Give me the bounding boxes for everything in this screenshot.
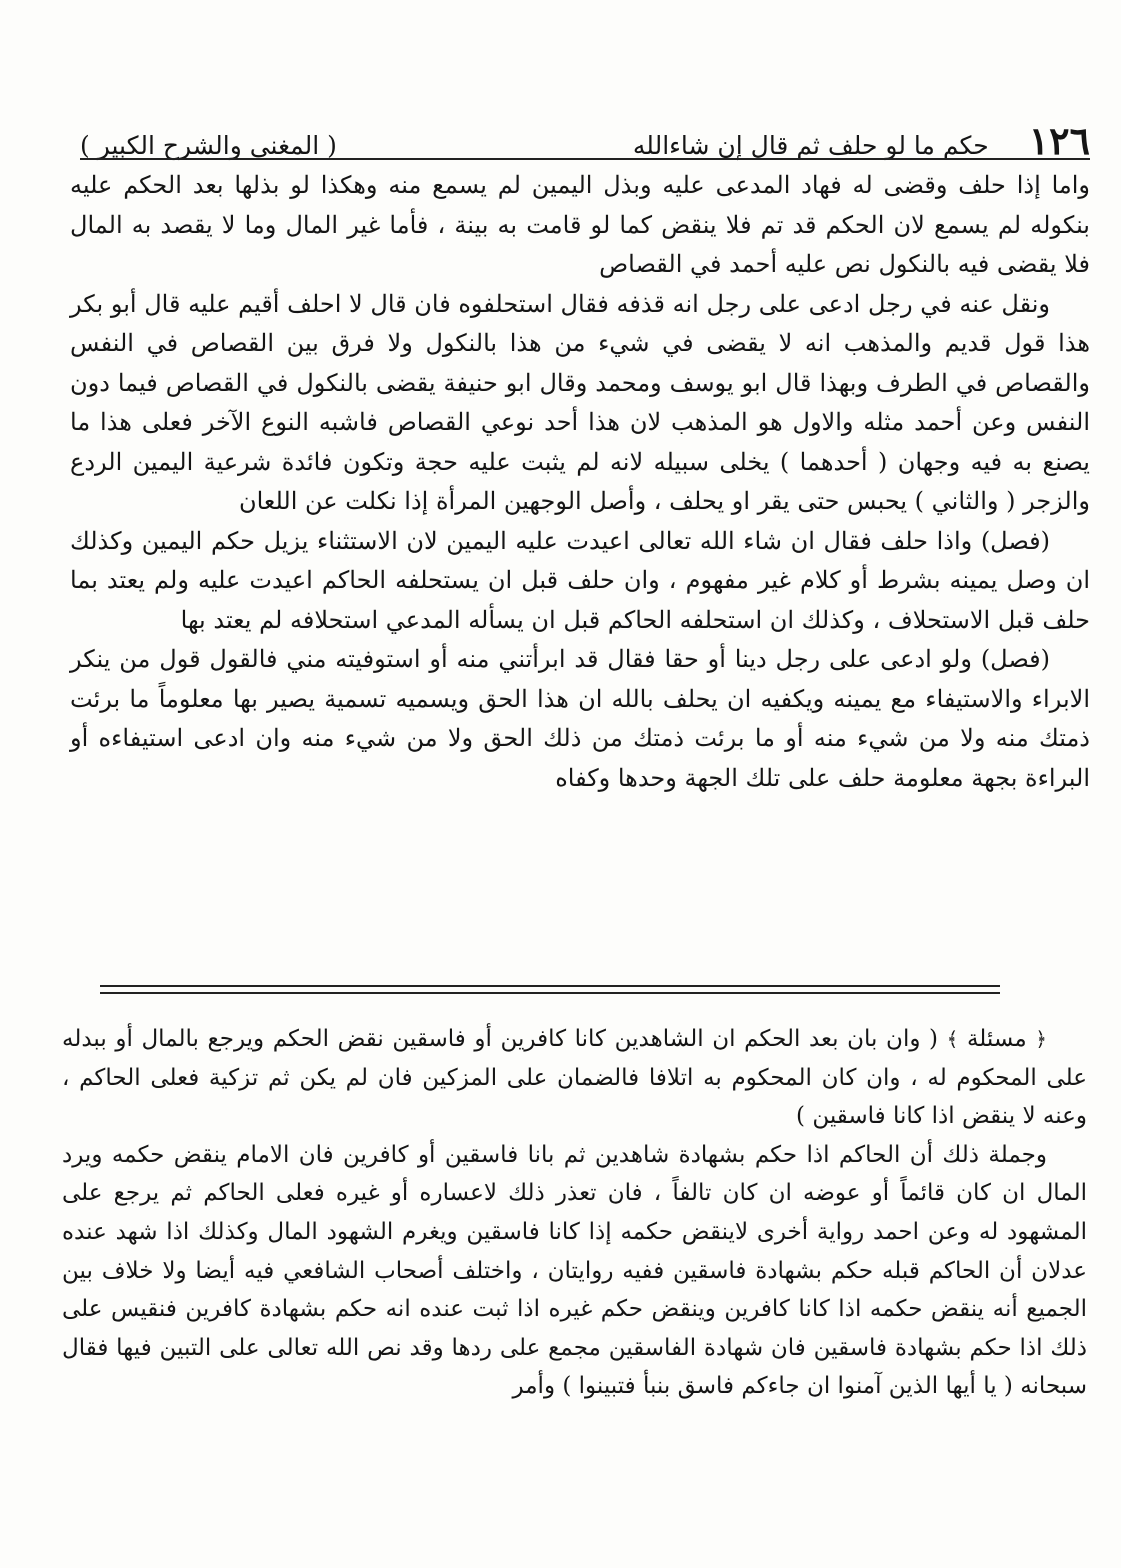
commentary-section	[62, 1020, 1087, 1406]
section-separator	[100, 985, 1000, 994]
paragraph-2: ونقل عنه في رجل ادعى على رجل انه قذفه فقال استحلفوه فان قال لا احلف أقيم عليه قال أبو بكر هذا قول قديم والمذهب انه لا يقضى في شيء من هذا بالنكول ولا فرق بين القصاص في النفس والقصاص في الطرف وبهذا قال ابو يوسف ومحمد وقال ابو حنيفة يقضى بالنكول في القصاص فيما دون النفس وعن أحمد مثله والاول هو المذهب لان هذا أحد نوعي القصاص فاشبه النوع الآخر فعلى هذا ما يصنع به فيه وجهان ( أحدهما ) يخلى سبيله لانه لم يثبت عليه حجة وتكون فائدة شرعية اليمين الردع والزجر ( والثاني ) يحبس حتى يقر او يحلف ، وأصل الوجهين المرأة إذا نكلت عن اللعان	[70, 289, 1090, 515]
ornament-close: ﴾	[946, 1027, 959, 1051]
page-header	[80, 110, 1090, 163]
masala-text: ( وان بان بعد الحكم ان الشاهدين كانا كافرين أو فاسقين نقض الحكم ويرجع بالمال أو ببدله على المحكوم له ، وان كان المحكوم به اتلافا فالضمان على المزكين فان لم يكن ثم تزكية فعلى الحاكم ، وعنه لا ينقض اذا كانا فاسقين )	[62, 1026, 1087, 1130]
header-rule	[80, 158, 1090, 160]
paragraph-1: واما إذا حلف وقضى له فهاد المدعى عليه وبذل اليمين لم يسمع منه وهكذا لو بذلها بعد الحكم عليه بنكوله لم يسمع لان الحكم قد تم فلا ينقض كما لو قامت به بينة ، فأما غير المال وما لا يقصد به المال فلا يقضى فيه بالنكول نص عليه أحمد في القصاص	[70, 171, 1090, 278]
paragraph-fasl-1: (فصل) واذا حلف فقال ان شاء الله تعالى اعيدت عليه اليمين لان الاستثناء يزيل حكم اليمين وكذلك ان وصل يمينه بشرط أو كلام غير مفهوم ، وان حلف قبل ان يستحلفه الحاكم اعيدت عليه ولم يعتد بما حلف قبل الاستحلاف ، وكذلك ان استحلفه الحاكم قبل ان يسأله المدعي استحلافه لم يعتد بها	[70, 526, 1090, 634]
main-text	[70, 166, 1090, 798]
masala-paragraph	[62, 1020, 1087, 1136]
paragraph-fasl-2: (فصل) ولو ادعى على رجل دينا أو حقا فقال قد ابرأتني منه أو استوفيته مني فالقول قول من ينكر الابراء والاستيفاء مع يمينه ويكفيه ان يحلف بالله ان هذا الحق ويسميه تسمية يصير بها معلوماً ما برئت ذمتك منه ولا من شيء منه أو ما برئت ذمتك من ذلك الحق ولا من شيء منه وان ادعى استيفاءه أو البراءة بجهة معلومة حلف على تلك الجهة وحدها وكفاه	[70, 645, 1090, 792]
ornament-open: ﴿	[1035, 1027, 1048, 1051]
masala-label: مسئلة	[966, 1026, 1027, 1052]
book-title: ( المغني والشرح الكبير )	[80, 131, 337, 160]
page-number: ١٢٦	[1028, 118, 1090, 163]
explanation-paragraph: وجملة ذلك أن الحاكم اذا حكم بشهادة شاهدين ثم بانا فاسقين أو كافرين فان الامام ينقض حكمه ويرد المال ان كان قائماً أو عوضه ان كان تالفاً ، فان تعذر ذلك لاعساره أو غيره فعلى الحاكم ثم يرجع على المشهود له وعن احمد رواية أخرى لاينقض حكمه إذا كانا فاسقين ويغرم الشهود المال وكذلك اذا شهد عنده عدلان أن الحاكم قبله حكم بشهادة فاسقين ففيه روايتان ، واختلف أصحاب الشافعي فيه أيضا ولا خلاف بين الجميع أنه ينقض حكمه اذا كانا كافرين وينقض حكم غيره اذا ثبت عنده انه حكم بشهادة كافرين فنقيس على ذلك اذا حكم بشهادة فاسقين فان شهادة الفاسقين مجمع على ردها وقد نص الله تعالى على التبين فيها فقال سبحانه ( يا أيها الذين آمنوا ان جاءكم فاسق بنبأ فتبينوا ) وأمر	[62, 1141, 1087, 1400]
running-title: حكم ما لو حلف ثم قال إن شاءالله	[632, 131, 989, 160]
